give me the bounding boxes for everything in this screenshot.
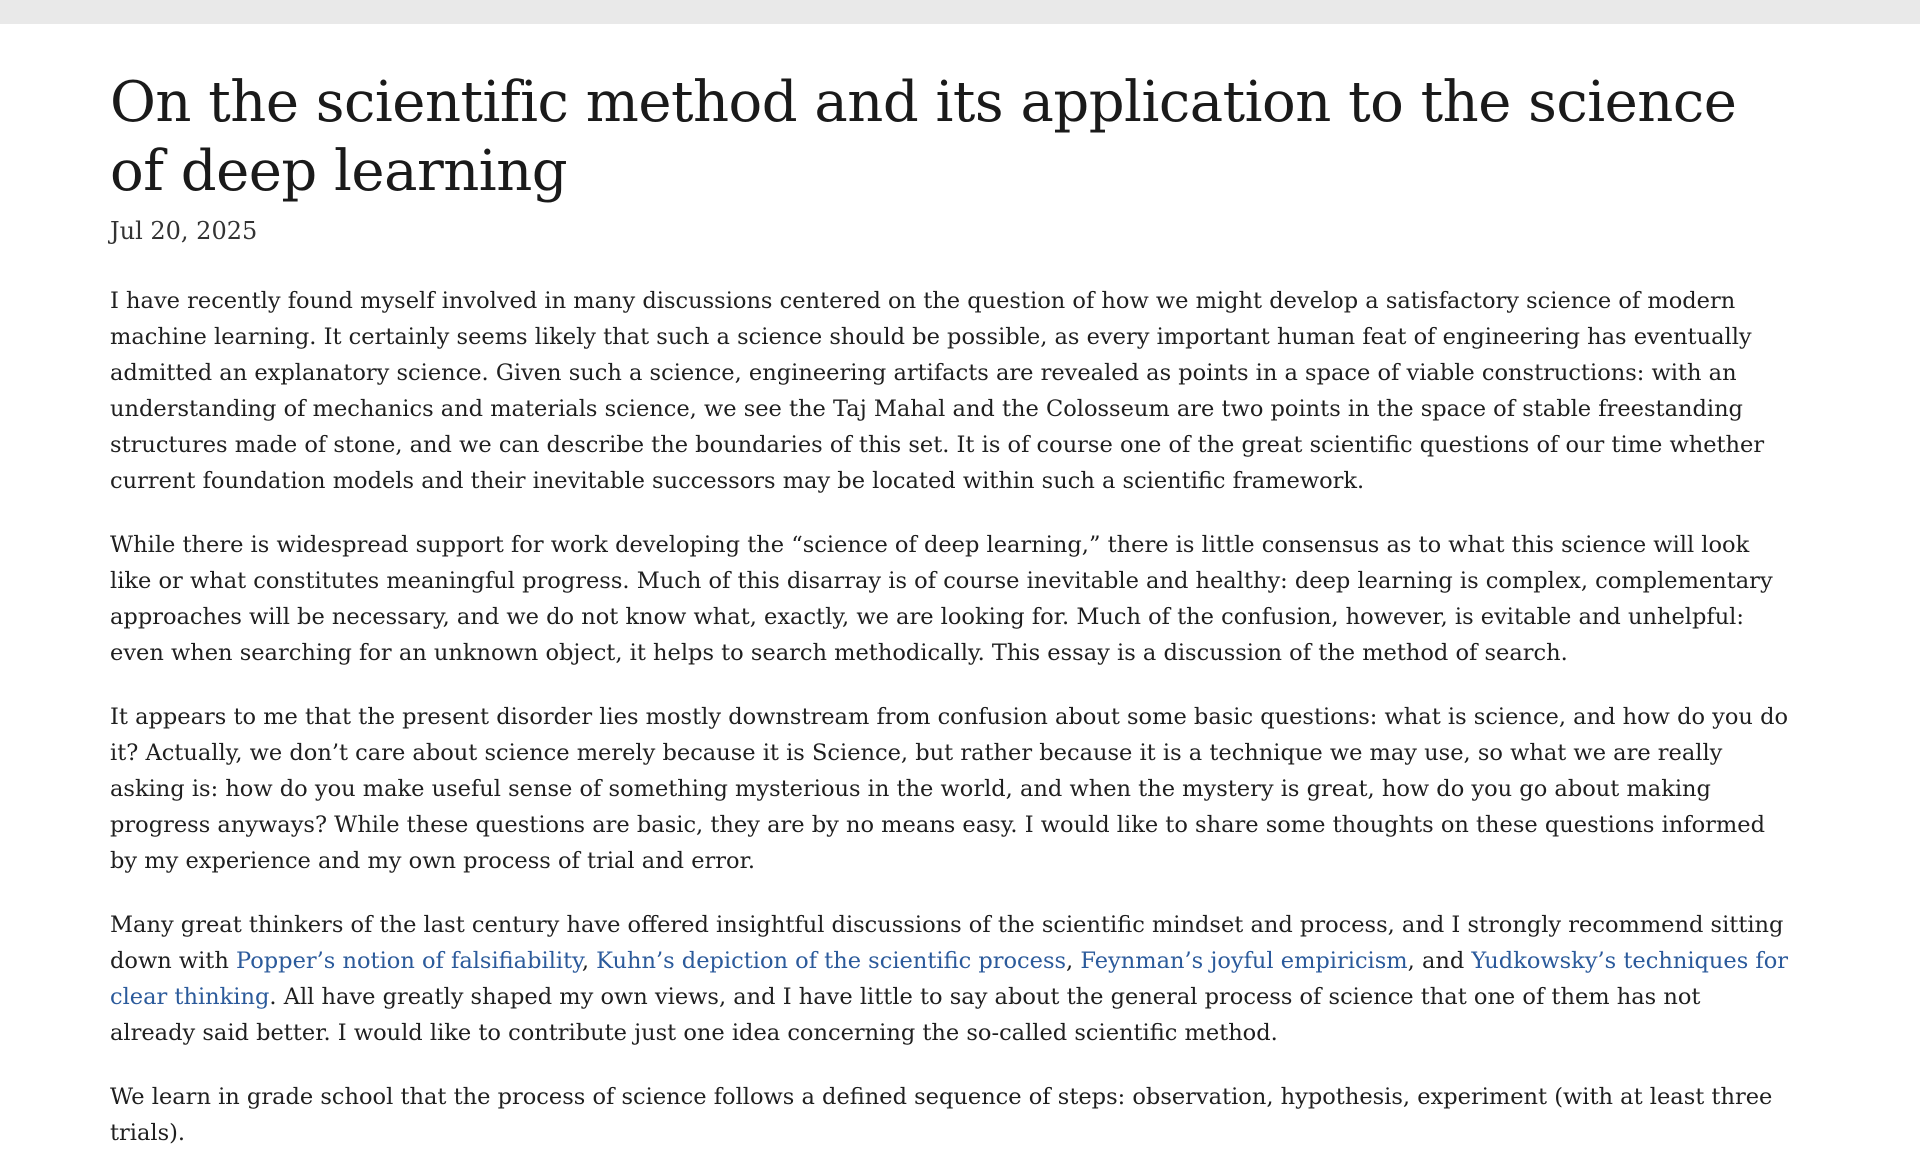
page-title: On the scientific method and its application to the science of deep learning xyxy=(110,70,1737,204)
post-date: Jul 20, 2025 xyxy=(110,217,258,245)
article-body xyxy=(110,283,1790,1151)
inline-link[interactable]: Popper’s notion of falsifiability xyxy=(236,948,582,974)
top-strip xyxy=(0,0,1920,24)
paragraph: We learn in grade school that the process of science follows a defined sequence of steps: observation, hypothesis, experiment (with at least three trials). xyxy=(110,1084,1773,1146)
inline-link[interactable]: Yudkowsky’s techniques for clear thinking xyxy=(110,948,1789,1010)
paragraph: I have recently found myself involved in many discussions centered on the question of how we might develop a satisfactory science of modern machine learning. It certainly seems likely that such a science should be possible, as every important human feat of engineering has eventually admitted an explanatory science. Given such a science, engineering artifacts are revealed as points in a space of viable constructions: with an understanding of mechanics and materials science, we see the Taj Mahal and the Colosseum are two points in the space of stable freestanding structures made of stone, and we can describe the boundaries of this set. It is of course one of the great scientific questions of our time whether current foundation models and their inevitable successors may be located within such a scientific framework. xyxy=(110,288,1765,494)
inline-link[interactable]: Kuhn’s depiction of the scientific process xyxy=(596,948,1067,974)
paragraph: Many great thinkers of the last century have offered insightful discussions of the scientific mindset and process, and I strongly recommend sitting down with Popper’s notion of falsifiability, Kuhn’s depiction of the scientific process, Feynman’s joyful empiricism, and Yudkowsky’s techniques for clear thinking. All have greatly shaped my own views, and I have little to say about the general process of science that one of them has not already said better. I would like to contribute just one idea concerning the so-called scientific method. xyxy=(110,912,1789,1046)
inline-link[interactable]: Feynman’s joyful empiricism xyxy=(1080,948,1408,974)
paragraph: It appears to me that the present disorder lies mostly downstream from confusion about some basic questions: what is science, and how do you do it? Actually, we don’t care about science merely because it is Science, but rather because it is a technique we may use, so what we are really asking is: how do you make useful sense of something mysterious in the world, and when the mystery is great, how do you go about making progress anyways? While these questions are basic, they are by no means easy. I would like to share some thoughts on these questions informed by my experience and my own process of trial and error. xyxy=(110,704,1789,874)
paragraph: While there is widespread support for work developing the “science of deep learning,” there is little consensus as to what this science will look like or what constitutes meaningful progress. Much of this disarray is of course inevitable and healthy: deep learning is complex, complementary approaches will be necessary, and we do not know what, exactly, we are looking for. Much of the confusion, however, is evitable and unhelpful: even when searching for an unknown object, it helps to search methodically. This essay is a discussion of the method of search. xyxy=(110,532,1773,666)
article-page xyxy=(0,24,1860,1151)
